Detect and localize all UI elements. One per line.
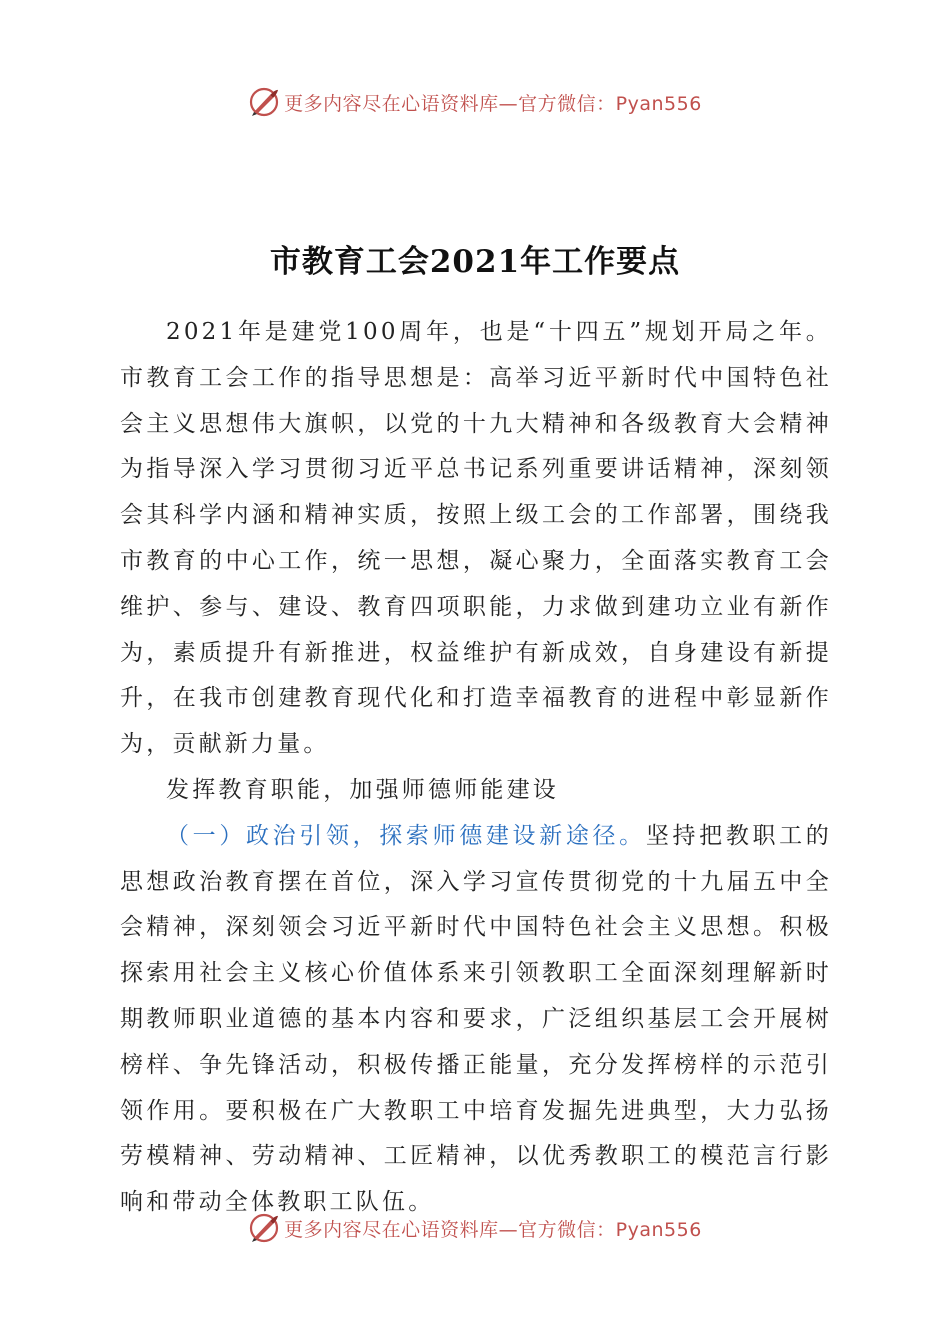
quill-pen-logo-icon — [248, 1212, 280, 1244]
banner-text: 更多内容尽在心语资料库—官方微信：Pyan556 — [284, 92, 702, 115]
footer-banner — [0, 1208, 950, 1248]
quill-pen-logo-icon — [248, 86, 280, 118]
header-banner — [0, 82, 950, 122]
item-heading: （一）政治引领，探索师德建设新途径。 — [166, 822, 646, 849]
section-heading: 发挥教育职能，加强师德师能建设 — [166, 776, 559, 803]
item-paragraph — [120, 814, 832, 1226]
document-title: 市教育工会2021年工作要点 — [269, 244, 681, 280]
item-body: 坚持把教职工的思想政治教育摆在首位，深入学习宣传贯彻党的十九届五中全会精神，深刻领会习近平新时代中国特色社会主义思想。积极探索用社会主义核心价值体系来引领教职工全面深刻理解新时期教师职业道德的基本内容和要求，广泛组织基层工会开展树榜样、争先锋活动，积极传播正能量，充分发挥榜样的示范引领作用。要积极在广大教职工中培育发掘先进典型，大力弘扬劳模精神、劳动精神、工匠精神，以优秀教职工的模范言行影响和带动全体教职工队伍。 — [120, 822, 832, 1216]
intro-paragraph: 2021年是建党100周年，也是“十四五”规划开局之年。市教育工会工作的指导思想是：高举习近平新时代中国特色社会主义思想伟大旗帜，以党的十九大精神和各级教育大会精神为指导深入学习贯彻习近平总书记系列重要讲话精神，深刻领会其科学内涵和精神实质，按照上级工会的工作部署，围绕我市教育的中心工作，统一思想，凝心聚力，全面落实教育工会维护、参与、建设、教育四项职能，力求做到建功立业有新作为，素质提升有新推进，权益维护有新成效，自身建设有新提升，在我市创建教育现代化和打造幸福教育的进程中彰显新作为，贡献新力量。 — [120, 319, 832, 758]
banner-text: 更多内容尽在心语资料库—官方微信：Pyan556 — [284, 1218, 702, 1241]
document-body — [120, 310, 832, 1226]
